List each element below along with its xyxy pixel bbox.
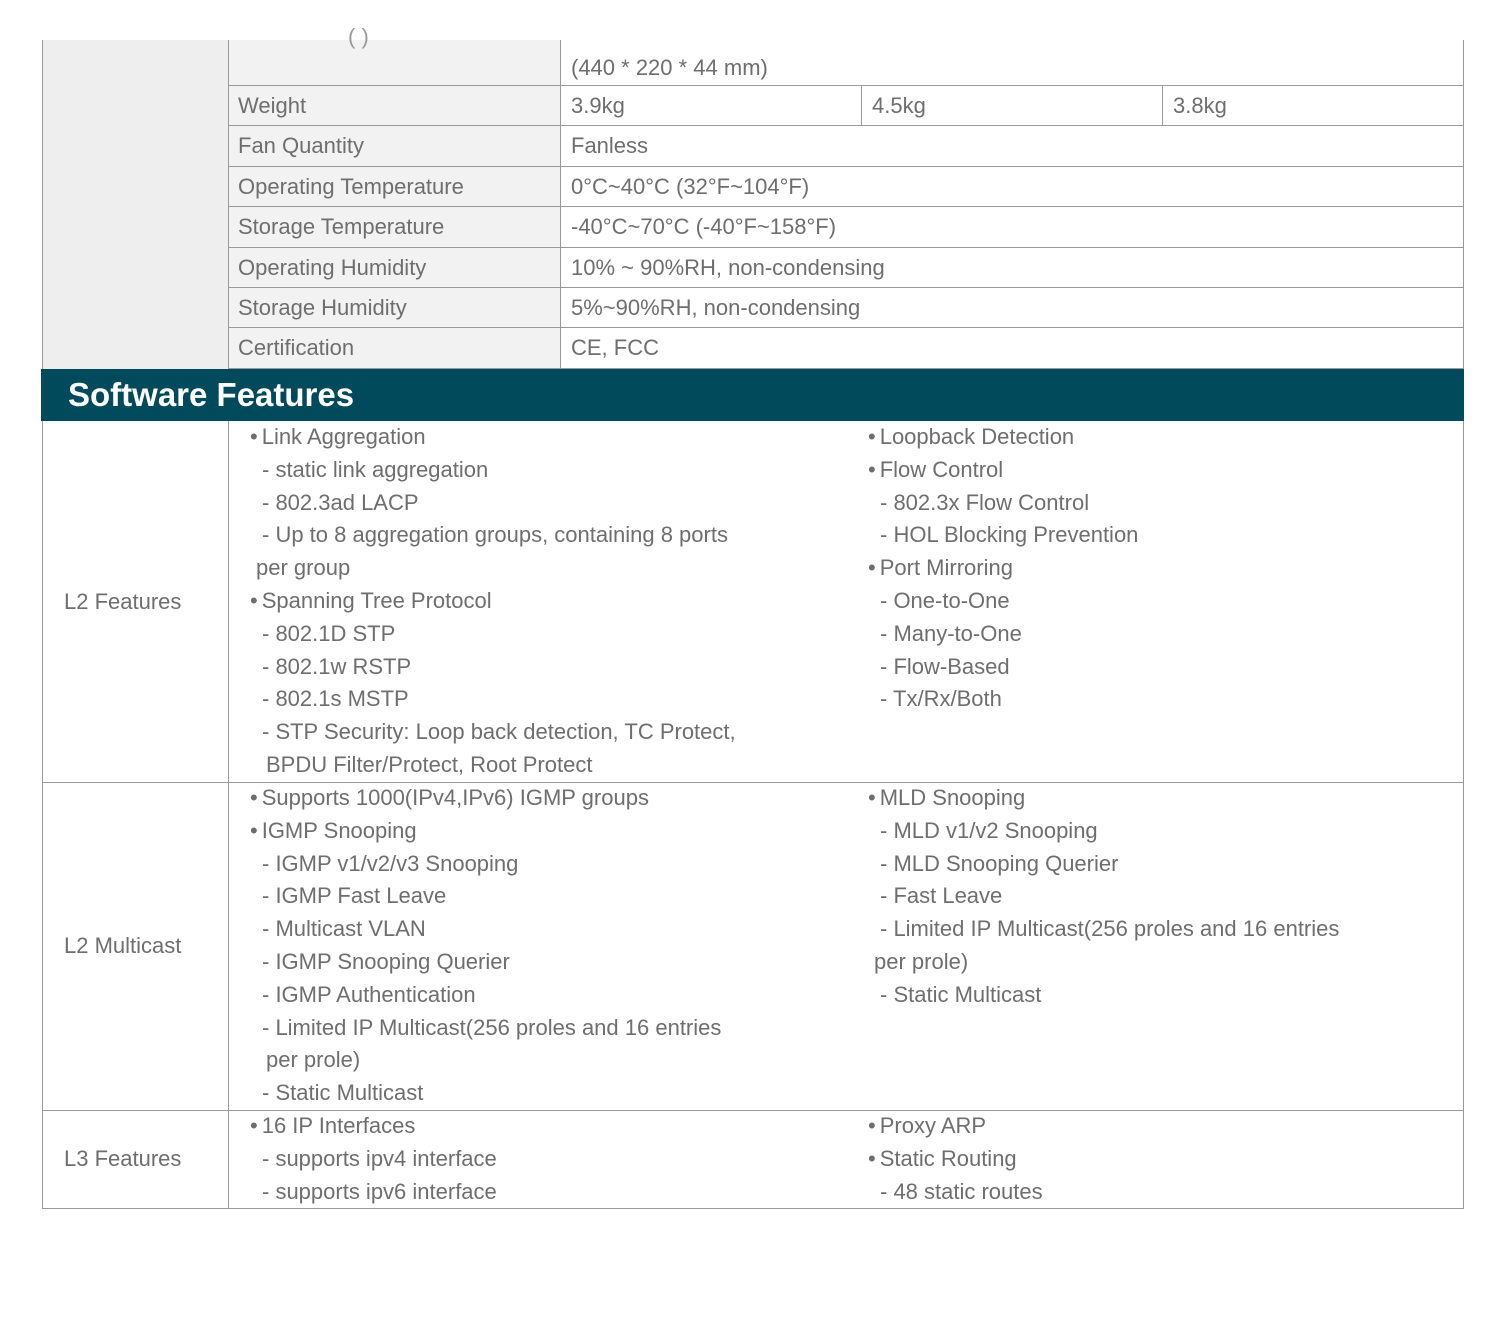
feature-row-l2-features — [42, 421, 1464, 783]
feature-item: • Static Routing — [868, 1143, 1043, 1176]
hardware-category-cell — [42, 40, 229, 369]
feature-subitem: - 802.1w RSTP — [262, 653, 412, 679]
feature-subitem: - Flow-Based — [880, 653, 1010, 679]
feature-subitem-continued: per prole) — [266, 1047, 361, 1073]
feature-subitem: - 802.1s MSTP — [262, 686, 409, 712]
section-title-software-features: Software Features — [41, 369, 1464, 421]
spec-value: 0°C~40°C (32°F~104°F) — [571, 173, 810, 199]
spec-value-group — [561, 328, 1464, 367]
feature-subitem: - 802.3ad LACP — [262, 489, 419, 515]
spec-value: 5%~90%RH, non-condensing — [571, 294, 861, 320]
feature-column-right — [868, 1110, 1043, 1208]
spec-label-fragment: ( ) — [348, 24, 369, 49]
feature-column-right — [868, 421, 1138, 716]
feature-subitem: - supports ipv4 interface — [262, 1145, 497, 1171]
feature-item: • IGMP Snooping — [250, 815, 721, 848]
feature-row-l3-features — [42, 1110, 1464, 1209]
spec-label-dimensions — [228, 24, 561, 85]
feature-column-left — [250, 421, 736, 782]
feature-item: • Flow Control — [868, 454, 1138, 487]
feature-item: • Port Mirroring — [868, 552, 1138, 585]
feature-label: L3 Features — [43, 1110, 229, 1208]
spec-label: Fan Quantity — [228, 126, 561, 165]
spec-row-storage-humidity — [228, 288, 1464, 328]
spec-value: CE, FCC — [571, 335, 659, 361]
spec-label: Storage Temperature — [228, 207, 561, 246]
spec-row-operating-humidity — [228, 248, 1464, 288]
feature-subitem: - MLD Snooping Querier — [880, 850, 1119, 876]
feature-label: L2 Multicast — [43, 782, 229, 1110]
spec-value-group — [561, 40, 1464, 85]
feature-item: • Link Aggregation — [250, 421, 736, 454]
feature-subitem: - IGMP Authentication — [262, 981, 476, 1007]
spec-label: Certification — [228, 328, 561, 367]
spec-label: Weight — [228, 86, 561, 125]
spec-value: 3.9kg — [571, 93, 625, 118]
feature-subitem: - static link aggregation — [262, 456, 489, 482]
feature-subitem-continued: per group — [256, 555, 351, 581]
spec-value-group — [561, 167, 1464, 206]
spec-label: Operating Temperature — [228, 167, 561, 206]
feature-item: • Loopback Detection — [868, 421, 1138, 454]
spec-row-weight — [228, 86, 1464, 126]
spec-value: Fanless — [571, 133, 649, 159]
spec-row-certification — [228, 328, 1464, 368]
feature-subitem: - supports ipv6 interface — [262, 1178, 497, 1204]
spec-label: Storage Humidity — [228, 288, 561, 327]
feature-subitem: - IGMP v1/v2/v3 Snooping — [262, 850, 519, 876]
feature-item: • Supports 1000(IPv4,IPv6) IGMP groups — [250, 782, 721, 815]
spec-value: 4.5kg — [861, 86, 1162, 125]
spec-value-group — [561, 288, 1464, 327]
feature-subitem: - STP Security: Loop back detection, TC Protect, — [262, 719, 736, 745]
feature-subitem: - Static Multicast — [262, 1080, 424, 1106]
feature-subitem: - Limited IP Multicast(256 proles and 16 entries — [880, 916, 1340, 942]
feature-label: L2 Features — [43, 421, 229, 782]
spec-value-group — [561, 86, 1464, 125]
feature-subitem: - IGMP Snooping Querier — [262, 948, 510, 974]
feature-subitem: - Static Multicast — [880, 981, 1042, 1007]
feature-row-l2-multicast — [42, 782, 1464, 1111]
spec-value-dimensions: (440 * 220 * 44 mm) — [571, 55, 768, 80]
feature-subitem: - One-to-One — [880, 587, 1010, 613]
spec-value: 3.8kg — [1162, 86, 1463, 125]
feature-column-right — [868, 782, 1339, 1012]
feature-item: • Spanning Tree Protocol — [250, 585, 736, 618]
feature-subitem: - HOL Blocking Prevention — [880, 522, 1139, 548]
feature-subitem: - Multicast VLAN — [262, 916, 426, 942]
spec-value: 10% ~ 90%RH, non-condensing — [571, 254, 885, 280]
spec-value-group — [561, 126, 1464, 165]
feature-column-left — [250, 1110, 497, 1208]
feature-column-left — [250, 782, 721, 1110]
spec-value-group — [561, 207, 1464, 246]
spec-row-storage-temperature — [228, 207, 1464, 247]
hardware-spec-table — [228, 24, 1464, 369]
spec-row-dimensions — [228, 24, 1464, 86]
feature-subitem: - Tx/Rx/Both — [880, 686, 1002, 712]
spec-value: -40°C~70°C (-40°F~158°F) — [571, 214, 837, 240]
feature-subitem: - Fast Leave — [880, 883, 1003, 909]
spec-row-operating-temperature — [228, 167, 1464, 207]
feature-item: • Proxy ARP — [868, 1110, 1043, 1143]
feature-subitem-continued: per prole) — [874, 948, 969, 974]
feature-subitem: - 802.1D STP — [262, 620, 396, 646]
spec-row-fan-quantity — [228, 126, 1464, 166]
feature-subitem: - 802.3x Flow Control — [880, 489, 1090, 515]
feature-subitem: - IGMP Fast Leave — [262, 883, 447, 909]
feature-item: • MLD Snooping — [868, 782, 1339, 815]
feature-subitem: - 48 static routes — [880, 1178, 1043, 1204]
feature-subitem: - Limited IP Multicast(256 proles and 16 entries — [262, 1014, 722, 1040]
feature-subitem: - MLD v1/v2 Snooping — [880, 817, 1098, 843]
spec-label: Operating Humidity — [228, 248, 561, 287]
feature-subitem: - Up to 8 aggregation groups, containing 8 ports — [262, 522, 728, 548]
feature-subitem-continued: BPDU Filter/Protect, Root Protect — [266, 751, 593, 777]
feature-item: • 16 IP Interfaces — [250, 1110, 497, 1143]
spec-value-group — [561, 248, 1464, 287]
feature-subitem: - Many-to-One — [880, 620, 1022, 646]
